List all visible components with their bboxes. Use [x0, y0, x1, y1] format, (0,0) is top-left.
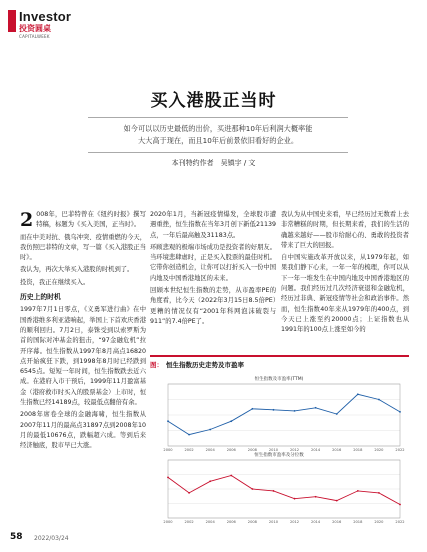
brand-name-cn: 投资圆桌 [19, 24, 51, 33]
x-tick-label: 2016 [332, 520, 342, 524]
index-data-point [336, 413, 338, 415]
pe-data-point [399, 504, 401, 506]
index-data-point [251, 408, 253, 410]
x-tick-label: 2002 [184, 520, 194, 524]
chart-panel-pe [163, 460, 404, 524]
text-column-3 [281, 210, 409, 338]
index-data-point [167, 420, 169, 422]
pe-series-line [168, 476, 400, 505]
x-tick-label: 2016 [332, 448, 342, 452]
chart-subtitle-top: 恒生指数及市盈率(TTM) [254, 377, 304, 382]
x-tick-label: 2018 [353, 520, 363, 524]
pe-data-point [273, 490, 275, 492]
index-series-line [168, 394, 400, 434]
pe-data-point [167, 477, 169, 479]
brand-mark [8, 10, 16, 32]
paragraph: 2020年1月，当新冠疫情爆发，全球股市遭遇重挫，恒生指数在当年3月创下新低21139点，一年后最高触及31183点。 [150, 211, 276, 239]
paragraph: 环顾悲观的极端市场成功是投资者的好朋友。当环境悲肆虐时，正是买入股票的最佳时机。它带你创造机会，让你可以打折买入一份中国内地及中国香港地区的未来。 [150, 243, 276, 282]
x-tick-label: 2012 [289, 448, 300, 452]
page-footer [0, 528, 427, 552]
index-data-point [357, 393, 359, 395]
pe-data-point [315, 496, 317, 498]
index-data-point [294, 410, 296, 412]
index-data-point [230, 420, 232, 422]
x-tick-label: 2006 [226, 520, 236, 524]
masthead [0, 0, 427, 44]
pe-data-point [336, 500, 338, 502]
x-tick-label: 2022 [395, 448, 405, 452]
paragraph: 2008年席卷全球的金融海啸，恒生指数从2007年11月的最高点31897点到2008年10月的最低10676点，跌幅超六成。等到后来经济触底，股市早已大涨。 [20, 411, 146, 450]
x-tick-label: 2022 [395, 520, 405, 524]
x-tick-label: 2004 [205, 520, 215, 524]
drop-cap: 2 [20, 209, 34, 231]
x-tick-label: 2020 [374, 520, 384, 524]
x-tick-label: 2006 [226, 448, 236, 452]
x-tick-label: 2000 [163, 448, 173, 452]
byline: 本刊特约作者 吴镇宇 / 文 [171, 159, 256, 167]
x-tick-label: 2014 [311, 520, 321, 524]
chart-svg [150, 370, 409, 530]
paragraph: 投资，我正在继续买入。 [20, 278, 90, 286]
x-tick-label: 2002 [184, 448, 194, 452]
index-data-point [188, 434, 190, 436]
chart-subtitle-bottom: 恒生指数市盈率及分位数 [254, 453, 304, 458]
chart-title: 恒生指数历史走势及市盈率 [166, 361, 244, 369]
pe-data-point [188, 492, 190, 494]
section-heading: 历史上的时机 [20, 293, 61, 302]
brand-subtitle: CAPITALWEEK [19, 34, 50, 39]
x-tick-label: 2004 [205, 448, 215, 452]
article-lead [88, 117, 348, 153]
x-tick-label: 2008 [247, 520, 257, 524]
text-column-2 [150, 210, 276, 329]
x-tick-label: 2020 [374, 448, 384, 452]
x-tick-label: 2000 [163, 520, 173, 524]
index-data-point [315, 407, 317, 409]
brand-name-en: Investor [19, 9, 72, 24]
paragraph: 我认为从中国史来看，早已经历过无数看上去非常糟糕的时期，但长期来看，我们的生活的确越来越好——股市给耐心的、勇敢的投资者带来了巨大的回报。 [281, 211, 409, 249]
pe-data-point [294, 498, 296, 500]
pe-data-point [230, 475, 232, 477]
lead-line: 如今可以以历史最低的出价，买进那种10年后利润大概率能 [123, 124, 313, 133]
paragraph-text: 008年，巴菲特曾在《纽约时报》撰写特稿，标题为《买入美国，正当时》。 [36, 211, 146, 229]
index-data-point [378, 399, 380, 401]
paragraph: 我认为，再次大举买入港股的时机到了。 [20, 266, 134, 274]
index-data-point [273, 409, 275, 411]
paragraph: 而在中美对抗、俄乌冲突、疫情重燃的今天，我仿照巴菲特的文章，写一篇《买入港股正当时》。 [20, 233, 146, 262]
pe-data-point [209, 480, 211, 482]
chart-caption-tag: 图： [150, 361, 163, 369]
pe-data-point [357, 490, 359, 492]
issue-date: 2022/03/24 [34, 535, 69, 542]
x-tick-label: 2010 [268, 448, 279, 452]
paragraph: 自中国实施改革开放以来，从1979年起，如果我们静下心来，一年一年的梳理，你可以从下一年一堆发生在中国内地及中国香港地区的问题。我们经历过几次经济衰退和金融危机，经历过非典、新冠疫情等社会和政治事件。然而，恒生指数40年来从1979年的400点，到今天已上涨至约20000点；上证指数也从1991年的100点上涨至如今的 [281, 254, 409, 334]
x-tick-label: 2010 [268, 520, 279, 524]
pe-data-point [251, 488, 253, 490]
x-tick-label: 2012 [289, 520, 300, 524]
x-tick-label: 2008 [247, 448, 257, 452]
paragraph: 回顾本世纪恒生指数的走势，从市盈率PE的角度看，比今天（2022年3月15日8.5倍PE）更糟的情况仅有“2001年科网泡沫破裂与911”的7.4倍PE了。 [150, 287, 276, 325]
paragraph [20, 210, 146, 231]
x-tick-label: 2014 [311, 448, 321, 452]
chart-caption [150, 360, 244, 369]
article-title: 买入港股正当时 [150, 91, 277, 111]
pe-data-point [378, 492, 380, 494]
chart-panel-index [163, 384, 404, 452]
paragraph: 1997年7月1日零点，《义勇军进行曲》在中国香港维多利亚港响起，举国上下首欢庆香港的顺利回归。7月2日，泰铢受到以索罗斯为首的国际对冲基金的狙击，“97金融危机”拉开序幕。恒生指数从1997年8月高点16820点开始疯狂下跌，到1998年8月时已经跌到6545点。短短一年时间，恒生指数跌去近六成。在港府入市干预后，1999年11月盈富基金（港府救市时买入的股票基金）上市时，恒生指数已经14189点，较最低点翻倍有余。 [20, 306, 146, 407]
page-number: 58 [10, 532, 23, 542]
lead-line: 大大高于现在，而且10年后前景依旧看好的企业。 [137, 136, 299, 145]
index-data-point [209, 429, 211, 431]
text-column-1 [20, 210, 146, 454]
x-tick-label: 2018 [353, 448, 363, 452]
index-data-point [399, 411, 401, 413]
chart-figure [150, 355, 409, 532]
